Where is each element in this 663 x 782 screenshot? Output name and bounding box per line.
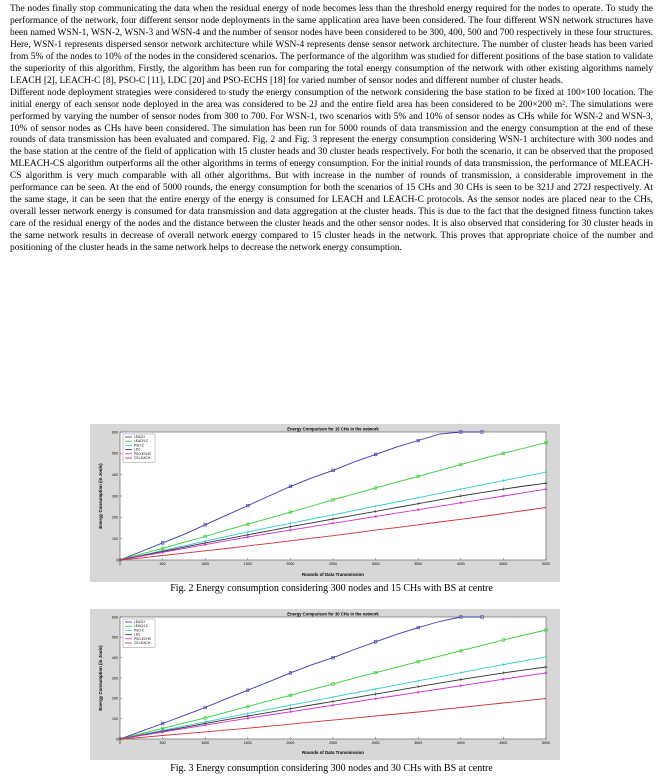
x-tick-label: 1000	[201, 741, 210, 745]
data-point-pso-echs	[545, 671, 548, 674]
data-point-pso-echs	[417, 508, 420, 511]
data-point-pso-echs	[459, 501, 462, 504]
data-point-pso-echs	[204, 724, 207, 727]
figure-3-caption: Fig. 3 Energy consumption considering 300 nodes and 30 CHs with BS at centre	[170, 763, 493, 774]
data-point-pso-echs	[374, 697, 377, 700]
y-tick-label: 0	[116, 737, 118, 742]
legend-entry: CS-LEACH	[134, 456, 151, 460]
x-tick-label: 2000	[286, 562, 295, 566]
legend-entry: LEACH	[134, 435, 145, 439]
plot-area	[120, 432, 546, 560]
data-point-pso-echs	[545, 488, 548, 491]
y-tick-label: 600	[112, 615, 118, 620]
y-tick-label: 400	[112, 472, 118, 477]
body-text	[10, 4, 653, 255]
y-tick-label: 300	[112, 676, 118, 681]
legend-entry: LEACH-C	[134, 624, 148, 629]
legend-entry: LEACH-C	[134, 439, 148, 444]
chart-title: Energy Comparison for 30 CHs in the network	[287, 611, 379, 617]
x-tick-label: 3500	[414, 741, 423, 745]
legend-entry: LEACH	[134, 620, 145, 624]
y-tick-label: 0	[116, 558, 118, 563]
data-point-pso-echs	[289, 529, 292, 532]
y-tick-label: 100	[112, 536, 118, 541]
data-point-pso-echs	[332, 522, 335, 525]
y-tick-label: 500	[112, 451, 118, 456]
x-tick-label: 4000	[456, 562, 465, 566]
y-axis-label: Energy Consumption (in Joule)	[98, 645, 103, 711]
data-point-pso-echs	[332, 704, 335, 707]
x-tick-label: 3000	[371, 741, 380, 745]
y-tick-label: 600	[112, 430, 118, 435]
x-tick-label: 1000	[201, 562, 210, 566]
chart-title: Energy Comparison for 15 CHs in the network	[287, 426, 379, 432]
y-axis-label: Energy Consumption (in Joule)	[98, 463, 103, 529]
data-point-pso-echs	[161, 551, 164, 554]
x-tick-label: 5000	[542, 562, 550, 566]
x-tick-label: 0	[119, 741, 121, 745]
figure-3-chart	[90, 609, 560, 760]
y-tick-label: 400	[112, 655, 118, 660]
data-point-pso-echs	[246, 535, 249, 538]
legend-entry: PSO-ECHS	[134, 636, 151, 641]
y-tick-label: 200	[112, 515, 118, 520]
x-tick-label: 0	[119, 562, 121, 566]
y-tick-label: 500	[112, 635, 118, 640]
data-point-pso-echs	[374, 515, 377, 518]
x-axis-label: Rounds of Data Transmission	[302, 750, 364, 755]
paragraph-2: Different node deployment strategies were considered to study the energy consumption of the network considering the base station to be fixed at 100×100 location. The initial energy of each sensor node deployed in the area was considered to be 2J and the entire field area has been considered to be 200×200 m². The simulations were performed by varying the number of sensor nodes from 300 to 700. For WSN-1, two scenarios with 5% and 10% of sensor nodes as CHs while for WSN-2 and WSN-3, 10% of sensor nodes as CHs have been considered. The simulation has been run for 5000 rounds of data transmission and the energy consumption at the end of these rounds of data transmission has been evaluated and compared. Fig. 2 and Fig. 3 represent the energy consumption considering WSN-1 architecture with 300 nodes and the base station at the centre of the field of application with 15 cluster heads and 30 cluster heads respectively. For both the scenario, it can be observed that the proposed MLEACH-CS algorithm outperforms all the other algorithms in terms of energy consumption. For the initial rounds of data transmission, the performance of MLEACH-CS algorithm is very much comparable with all other algorithms. But with increase in the number of rounds of transmission, a considerable improvement in the performance can be seen. At the end of 5000 rounds, the energy consumption for both the scenarios of 15 CHs and 30 CHs is seen to be 321J and 272J respectively. At the same stage, it can be seen that the entire energy of the energy is consumed for LEACH and LEACH-C protocols. As the sensor nodes are placed near to the CHs, overall lesser network energy is consumed for data transmission and data aggregation at the cluster heads. This is due to the fact that the designed fitness function takes care of the residual energy of the nodes and the distance between the cluster heads and the other sensor nodes. It is also observed that considering for 30 cluster heads in the same network results in decrease of overall network energy compared to 15 cluster heads in the network. This proves that appropriate choice of the number and positioning of the cluster heads in the same network helps to decrease the network energy consumption.	[10, 87, 653, 254]
x-tick-label: 1500	[243, 741, 252, 745]
y-tick-label: 200	[112, 696, 118, 701]
legend-entry: PSO-ECHS	[134, 451, 151, 456]
figure-3	[0, 609, 663, 782]
data-point-pso-echs	[502, 678, 505, 681]
x-tick-label: 3000	[371, 562, 380, 566]
y-tick-label: 300	[112, 494, 118, 499]
data-point-pso-echs	[204, 543, 207, 546]
x-tick-label: 500	[159, 741, 166, 745]
x-tick-label: 1500	[243, 562, 252, 566]
legend-entry: LDC	[134, 447, 141, 452]
legend-entry: PSO-C	[134, 628, 145, 633]
figure-2-chart	[90, 424, 560, 582]
x-tick-label: 5000	[542, 741, 550, 745]
y-tick-label: 100	[112, 716, 118, 721]
x-tick-label: 500	[159, 562, 166, 566]
data-point-pso-echs	[417, 691, 420, 694]
paragraph-1: The nodes finally stop communicating the data when the residual energy of node becomes less than the threshold energy required for the nodes to operate. To study the performance of the network, four different sensor node deployments in the same application area have been considered. The four different WSN network structures have been named WSN-1, WSN-2, WSN-3 and WSN-4 and the number of sensor nodes have been considered to be 300, 400, 500 and 700 respectively in these four structures. Here, WSN-1 represents dispersed sensor network architecture while WSN-4 represents dense sensor network architecture. The number of cluster heads has been varied from 5% of the nodes to 10% of the nodes in the considered scenarios. The performance of the algorithm was studied for different positions of the base station to validate the superiority of this algorithm. Firstly, the algorithm has been run for comparing the total energy consumption of the network with other existing algorithms namely LEACH [2], LEACH-C [8], PSO-C [11], LDC [20] and PSO-ECHS [18] for varied number of sensor nodes and different number of cluster heads.	[10, 4, 653, 86]
x-tick-label: 2500	[329, 562, 337, 566]
x-tick-label: 4000	[456, 741, 465, 745]
data-point-pso-echs	[246, 717, 249, 720]
x-tick-label: 4500	[499, 741, 508, 745]
legend-entry: LDC	[134, 632, 141, 637]
data-point-pso-echs	[502, 495, 505, 498]
legend-entry: PSO-C	[134, 443, 145, 448]
figure-2	[0, 424, 663, 596]
figure-2-caption: Fig. 2 Energy consumption considering 300 nodes and 15 CHs with BS at centre	[170, 583, 493, 594]
data-point-pso-echs	[161, 731, 164, 734]
plot-area	[120, 617, 546, 739]
legend-entry: CS-LEACH	[134, 641, 151, 645]
x-tick-label: 2500	[329, 741, 337, 745]
x-axis-label: Rounds of Data Transmission	[302, 572, 364, 577]
x-tick-label: 2000	[286, 741, 295, 745]
data-point-pso-echs	[289, 710, 292, 713]
x-tick-label: 3500	[414, 562, 423, 566]
data-point-pso-echs	[459, 684, 462, 687]
x-tick-label: 4500	[499, 562, 508, 566]
